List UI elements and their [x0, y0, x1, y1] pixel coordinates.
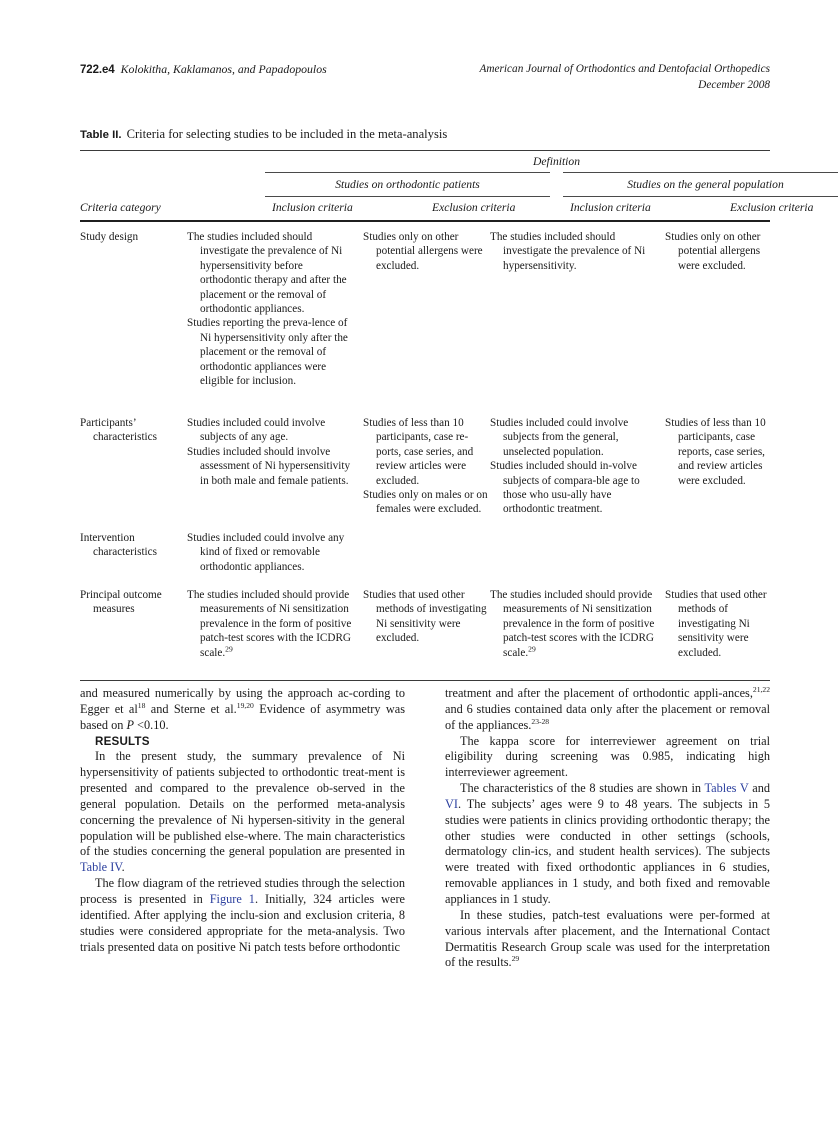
paragraph: In the present study, the summary prevalence of Ni hypersensitivity of patients subjected to orthodontic treat-ment is presented and compared to the prevalence ob-served in the general population. Details on the performed meta-analysis concerning the prevalence of Ni hypersen-sitivity in the general population will be published else-where. The main characteristics of the studies concerning the general population are presented in Table IV. — [80, 749, 405, 875]
row-exclusion-ortho — [363, 230, 488, 273]
table-row — [80, 416, 770, 531]
table-group-header-row — [80, 174, 784, 196]
cell-text: Studies of less than 10 participants, case reports, case series, and review articles were excluded. — [665, 417, 766, 487]
cell-text: Principal outcome measures — [80, 589, 162, 616]
table-row — [80, 531, 770, 588]
journal-title: American Journal of Orthodontics and Dentofacial Orthopedics — [479, 63, 770, 75]
cell-text: The studies included should provide measurements of Ni sensitization prevalence in the form of positive patch-test scores with the ICDRG scale.$^{29}$ — [187, 589, 352, 659]
cell-text: The studies included should investigate the prevalence of Ni hypersensitivity. — [490, 231, 646, 272]
cell-text: The studies included should provide measurements of Ni sensitization prevalence in the form of positive patch-test scores with the ICDRG scale.$^{29}$ — [490, 589, 655, 659]
group-header-general: Studies on the general population — [627, 178, 784, 191]
cell-text: The studies included should investigate the prevalence of Ni hypersensitivity before orthodontic therapy and after the placement or the removal of orthodontic appliances. — [187, 231, 347, 316]
running-head-right — [479, 62, 770, 93]
table-title: Criteria for selecting studies to be included in the meta-analysis — [126, 127, 448, 141]
cell-text: Studies that used other methods of investigating Ni sensitivity were excluded. — [363, 589, 487, 645]
group-header-orthodontic: Studies on orthodontic patients — [335, 178, 480, 191]
cross-ref-table-v[interactable]: Tables V — [704, 781, 749, 796]
column-header-inclusion-general: Inclusion criteria — [570, 201, 651, 214]
body-column-left — [80, 686, 405, 955]
footnote-ref: 19,20 — [236, 700, 254, 710]
group-rule-general — [563, 172, 838, 173]
cross-ref-figure-1[interactable]: Figure 1 — [209, 891, 255, 906]
row-category — [80, 416, 185, 445]
row-inclusion-ortho — [187, 588, 357, 660]
footnote-ref: 29 — [528, 643, 536, 653]
cell-text: Studies only on other potential allergens were excluded. — [665, 231, 761, 272]
row-exclusion-ortho — [363, 416, 488, 517]
row-exclusion-general — [665, 588, 783, 660]
paragraph-continued: treatment and after the placement of orthodontic appli-ances,$^{21,22}$ and 6 studies contained data only after the placement or removal of the appliances.$^{23-28}$ — [445, 684, 770, 732]
cell-text: Studies that used other methods of investigating Ni sensitivity were excluded. — [665, 589, 767, 659]
statistic-symbol: P — [126, 717, 134, 732]
cross-ref-table-vi[interactable]: VI — [445, 796, 458, 811]
page-folio: 722.e4 — [80, 64, 115, 76]
group-rule-general-lower — [563, 196, 838, 197]
paragraph: In these studies, patch-test evaluations were per-formed at various intervals after placement, and the International Contact Dermatitis Research Group scale was used for the interpretation of the results.$^{29}$ — [445, 907, 770, 970]
table-column-header-row — [80, 198, 814, 220]
row-exclusion-general — [665, 230, 783, 273]
column-header-inclusion-ortho: Inclusion criteria — [272, 201, 353, 214]
row-category — [80, 588, 185, 617]
body-text — [80, 686, 770, 1076]
body-column-right — [445, 686, 770, 971]
running-head-authors: Kolokitha, Kaklamanos, and Papadopoulos — [120, 62, 327, 76]
cell-text: Studies included should in-volve subjects of compara-ble age to those who usu-ally have orthodontic treatment. — [490, 460, 640, 516]
footnote-ref: 21,22 — [752, 684, 770, 694]
group-rule-orthodontic — [265, 172, 550, 173]
cell-text: Studies included should involve assessment of Ni hypersensitivity in both male and female patients. — [187, 445, 351, 487]
group-rule-orthodontic-lower — [265, 196, 550, 197]
table-span-header-row — [80, 151, 770, 172]
footnote-ref: 29 — [225, 643, 233, 653]
cell-text: Intervention characteristics — [80, 532, 157, 559]
row-inclusion-general — [490, 588, 660, 660]
footnote-ref: 29 — [511, 954, 520, 964]
footnote-ref: 23-28 — [531, 716, 550, 726]
column-header-exclusion-ortho: Exclusion criteria — [432, 201, 516, 214]
column-header-category: Criteria category — [80, 201, 161, 214]
issue-date: December 2008 — [698, 78, 770, 91]
paragraph: The kappa score for interreviewer agreement on trial eligibility during screening was 0.985, indicating high interreviewer agreement. — [445, 733, 770, 780]
row-inclusion-ortho — [187, 416, 357, 488]
cell-text: Studies included could involve any kind of fixed or removable orthodontic appliances. — [187, 532, 345, 573]
table-caption — [80, 126, 770, 143]
cell-text: Participants’ characteristics — [80, 417, 157, 444]
running-head-left — [80, 62, 327, 78]
cell-text: Studies only on other potential allergens were excluded. — [363, 231, 483, 272]
table-rule-bottom — [80, 680, 770, 681]
table-row — [80, 588, 770, 676]
cell-text: Study design — [80, 231, 139, 243]
row-category — [80, 230, 185, 244]
cell-text: Studies included could involve subjects from the general, unselected population. — [490, 417, 629, 458]
row-exclusion-general — [665, 416, 783, 488]
cell-text: Studies of less than 10 participants, case re-ports, case series, and review articles were excluded. — [363, 417, 474, 487]
table-rule-header-bottom — [80, 220, 770, 222]
span-header-definition: Definition — [532, 155, 580, 168]
cell-text: Studies reporting the preva-lence of Ni hypersensitivity only after the placement or the removal of orthodontic appliances were eligible for inclusion. — [187, 317, 348, 388]
footnote-ref: 18 — [137, 700, 146, 710]
row-category — [80, 531, 185, 560]
paragraph: The characteristics of the 8 studies are shown in Tables V and VI. The subjects’ ages were 9 to 48 years. The subjects in 5 studies were patients in clinics providing orthodontic therapy; the other studies were conducted in other settings (schools, dermatology clin-ics, and student health services). The subjects were treated with fixed orthodontic appliances in 6 studies, removable appliances in 1 study, and both fixed and removable appliances in 1 study. — [445, 781, 770, 906]
row-inclusion-ortho — [187, 230, 357, 388]
table-body — [80, 230, 770, 676]
paragraph: The flow diagram of the retrieved studies through the selection process is presented in Figure 1. Initially, 324 articles were identified. After applying the inclu-sion and exclusion criteria, 8 studies were considered appropriate for the meta-analysis. Two trials presented data on positive Ni patch tests before orthodontic — [80, 876, 406, 954]
column-header-exclusion-general: Exclusion criteria — [730, 201, 814, 214]
section-heading-results: RESULTS — [95, 734, 150, 748]
running-head — [80, 62, 770, 102]
paragraph-continued: and measured numerically by using the approach ac-cording to Egger et $al^{18}$ and Sterne et al.$^{19,20}$ Evidence of asymmetry was based on P <0.10. — [80, 686, 405, 732]
table-label: Table II. — [80, 129, 122, 141]
row-inclusion-general — [490, 416, 660, 517]
row-exclusion-ortho — [363, 588, 488, 646]
cell-text: Studies included could involve subjects of any age. — [187, 417, 326, 444]
table-2 — [80, 126, 814, 681]
table-row — [80, 230, 770, 416]
cell-text: Studies only on males or on females were excluded. — [363, 489, 488, 516]
row-inclusion-general — [490, 230, 660, 273]
cross-ref-table-iv[interactable]: Table IV — [80, 860, 122, 875]
row-inclusion-ortho — [187, 531, 357, 574]
